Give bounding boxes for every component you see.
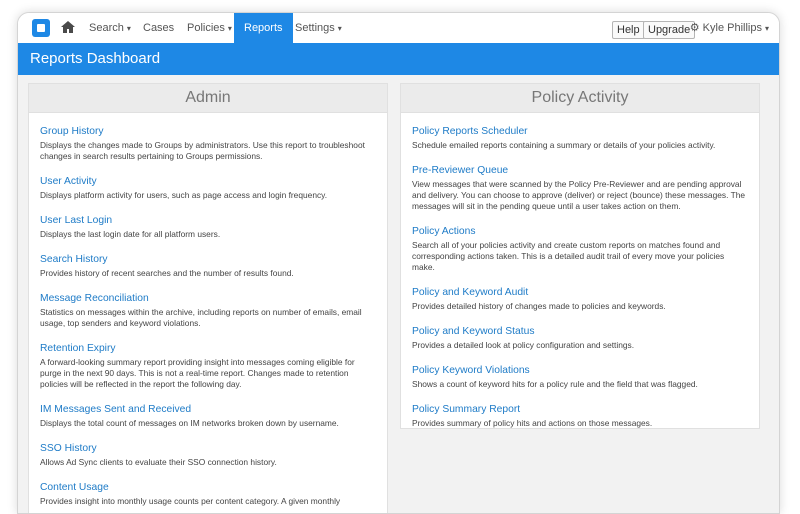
report-item	[412, 282, 747, 312]
report-description: View messages that were scanned by the Policy Pre-Reviewer and are pending approval and delivery. You can choose to approve (deliver) or reject (bounce) these messages. The messages will sit in the pending queue until a user takes action on them.	[412, 179, 746, 211]
report-item	[40, 121, 375, 162]
report-item	[412, 160, 747, 212]
app-logo[interactable]	[32, 19, 50, 37]
report-description: A forward-looking summary report providing insight into messages coming eligible for purge in the next 90 days. This is not a real-time report. Changes made to retention policies will be reflected in the report the following day.	[40, 357, 355, 389]
report-description: Shows a count of keyword hits for a policy rule and the field that was flagged.	[412, 379, 698, 389]
nav-cases[interactable]: Cases	[143, 22, 175, 34]
admin-panel	[28, 83, 388, 514]
chevron-down-icon: ▾	[227, 24, 232, 33]
top-navbar	[18, 13, 779, 44]
chevron-down-icon: ▾	[126, 24, 131, 33]
help-button[interactable]: Help	[612, 21, 645, 39]
report-description: Allows Ad Sync clients to evaluate their SSO connection history.	[40, 457, 277, 467]
nav-settings[interactable]: Settings ▾	[295, 22, 342, 34]
report-item	[40, 438, 375, 468]
report-item	[40, 338, 375, 390]
report-link[interactable]: Search History	[40, 254, 108, 265]
admin-report-list	[29, 113, 387, 507]
user-menu[interactable]	[690, 13, 769, 43]
report-item	[412, 321, 747, 351]
page-title: Reports Dashboard	[30, 50, 161, 67]
report-link[interactable]: Policy Keyword Violations	[412, 365, 530, 376]
report-description: Schedule emailed reports containing a summary or details of your policies activity.	[412, 140, 716, 150]
home-icon[interactable]	[60, 19, 76, 35]
chevron-down-icon: ▾	[764, 24, 769, 33]
policy-report-list	[401, 113, 759, 429]
report-link[interactable]: Policy Reports Scheduler	[412, 126, 528, 137]
gear-icon: ⚙	[689, 22, 700, 34]
report-description: Provides insight into monthly usage counts per content category. A given monthly	[40, 496, 341, 506]
report-link[interactable]: Policy and Keyword Status	[412, 326, 535, 337]
report-item	[40, 477, 375, 507]
report-description: Displays the changes made to Groups by administrators. Use this report to troubleshoot changes in search results pertaining to Groups permissions.	[40, 140, 365, 161]
report-description: Provides a detailed look at policy configuration and settings.	[412, 340, 635, 350]
report-item	[40, 399, 375, 429]
nav-reports[interactable]: Reports	[234, 13, 293, 43]
nav-search[interactable]: Search ▾	[89, 22, 131, 34]
report-item	[40, 288, 375, 329]
report-link[interactable]: User Activity	[40, 176, 97, 187]
report-description: Provides history of recent searches and the number of results found.	[40, 268, 294, 278]
report-item	[412, 121, 747, 151]
nav-policies[interactable]: Policies ▾	[187, 22, 232, 34]
report-item	[40, 249, 375, 279]
report-description: Provides summary of policy hits and actions on those messages.	[412, 418, 653, 428]
chevron-down-icon: ▾	[337, 24, 342, 33]
report-link[interactable]: Retention Expiry	[40, 343, 116, 354]
report-link[interactable]: Group History	[40, 126, 104, 137]
policy-activity-panel	[400, 83, 760, 429]
report-description: Statistics on messages within the archive, including reports on number of emails, email usage, top senders and keyword violations.	[40, 307, 362, 328]
report-item	[412, 360, 747, 390]
report-description: Displays the last login date for all platform users.	[40, 229, 221, 239]
report-item	[412, 399, 747, 429]
report-description: Displays platform activity for users, such as page access and login frequency.	[40, 190, 328, 200]
report-item	[40, 171, 375, 201]
report-link[interactable]: Policy and Keyword Audit	[412, 287, 529, 298]
report-link[interactable]: Pre-Reviewer Queue	[412, 165, 509, 176]
dashboard-content	[18, 75, 779, 513]
app-window	[17, 12, 780, 514]
admin-panel-title: Admin	[29, 84, 387, 113]
report-description: Provides detailed history of changes made to policies and keywords.	[412, 301, 666, 311]
report-link[interactable]: SSO History	[40, 443, 97, 454]
report-description: Displays the total count of messages on IM networks broken down by username.	[40, 418, 339, 428]
upgrade-button[interactable]: Upgrade	[643, 21, 695, 39]
report-link[interactable]: Policy Summary Report	[412, 404, 521, 415]
user-name: Kyle Phillips	[702, 22, 762, 34]
report-link[interactable]: User Last Login	[40, 215, 113, 226]
policy-panel-title: Policy Activity	[401, 84, 759, 113]
report-link[interactable]: Message Reconciliation	[40, 293, 149, 304]
report-item	[40, 210, 375, 240]
report-item	[412, 221, 747, 273]
report-link[interactable]: IM Messages Sent and Received	[40, 404, 192, 415]
report-link[interactable]: Policy Actions	[412, 226, 476, 237]
page-header-banner	[18, 43, 779, 75]
report-link[interactable]: Content Usage	[40, 482, 109, 493]
report-description: Search all of your policies activity and create custom reports on matches found and corresponding actions taken. This is a detailed audit trail of every move your policies make.	[412, 240, 725, 272]
